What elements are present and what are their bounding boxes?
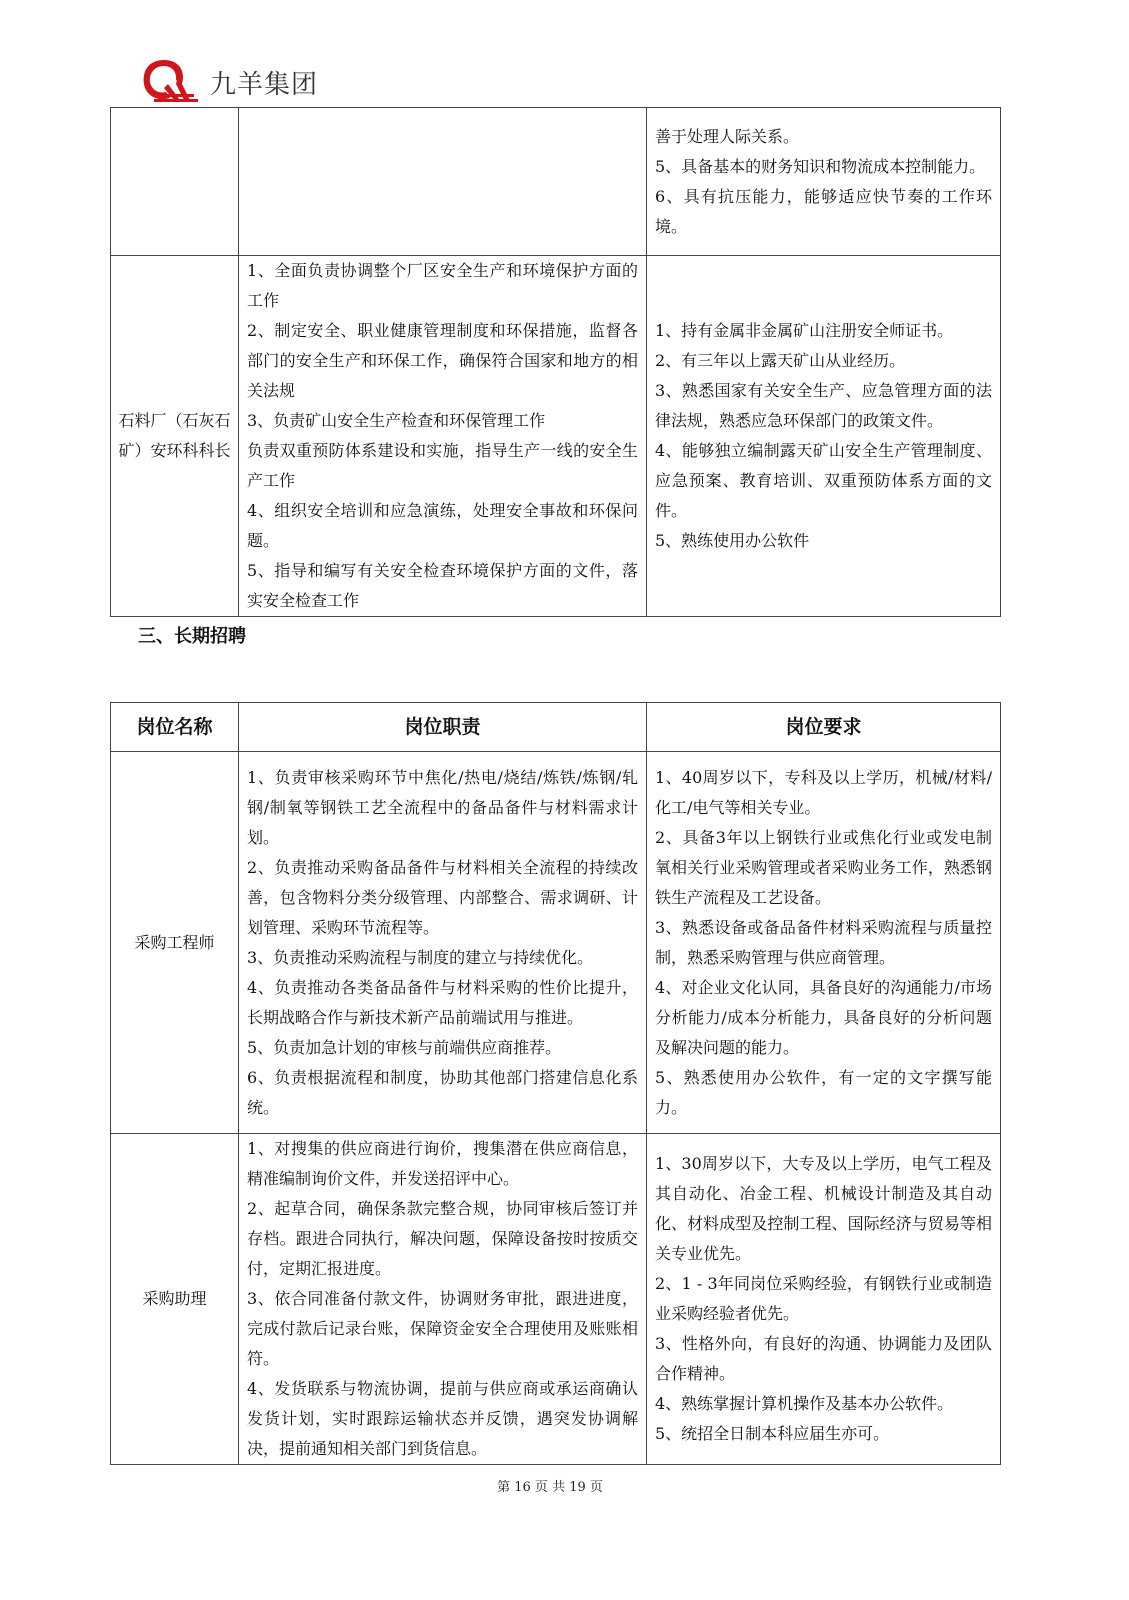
requirement-item: 5、统招全日制本科应届生亦可。 [655, 1424, 890, 1443]
duty-item: 5、指导和编写有关安全检查环境保护方面的文件，落实安全检查工作 [247, 561, 638, 610]
duty-item: 5、负责加急计划的审核与前端供应商推荐。 [247, 1037, 562, 1057]
requirement-item: 3、熟悉国家有关安全生产、应急管理方面的法律法规，熟悉应急环保部门的政策文件。 [655, 381, 992, 430]
requirement-item: 1、持有金属非金属矿山注册安全师证书。 [655, 321, 954, 340]
position-name [111, 108, 239, 256]
jiuyang-logo-icon [138, 54, 210, 104]
requirement-item: 4、熟练掌握计算机操作及基本办公软件。 [655, 1394, 954, 1413]
duty-item: 4、组织安全培训和应急演练，处理安全事故和环保问题。 [247, 501, 638, 550]
requirement-item: 5、熟悉使用办公软件，有一定的文字撰写能力。 [655, 1067, 992, 1117]
duties-cell [239, 256, 647, 617]
requirement-item: 1、40周岁以下，专科及以上学历，机械/材料/化工/电气等相关专业。 [655, 767, 992, 817]
table-row [111, 256, 1001, 617]
duty-item: 3、负责矿山安全生产检查和环保管理工作 [247, 411, 546, 430]
duty-item: 2、负责推动采购备品备件与材料相关全流程的持续改善，包含物料分类分级管理、内部整合、需求调研、计划管理、采购环节流程等。 [247, 857, 638, 937]
requirements-cell [647, 752, 1001, 1134]
requirement-item: 6、具有抗压能力，能够适应快节奏的工作环境。 [655, 186, 992, 236]
duty-item: 2、制定安全、职业健康管理制度和环保措施，监督各部门的安全生产和环保工作，确保符合国家和地方的相关法规 [247, 321, 638, 400]
table-row [111, 752, 1001, 1134]
duty-item: 1、全面负责协调整个厂区安全生产和环境保护方面的工作 [247, 261, 638, 310]
duty-item: 4、发货联系与物流协调，提前与供应商或承运商确认发货计划，实时跟踪运输状态并反馈，遇突发协调解决，提前通知相关部门到货信息。 [247, 1379, 638, 1458]
requirement-item: 5、具备基本的财务知识和物流成本控制能力。 [655, 156, 986, 176]
long-term-positions-table [110, 702, 1001, 1465]
requirements-cell [647, 1134, 1001, 1465]
requirement-item: 2、1 - 3年同岗位采购经验，有钢铁行业或制造业采购经验者优先。 [655, 1274, 992, 1323]
page-footer: 第 16 页 共 19 页 [497, 1480, 603, 1495]
company-name: 九羊集团 [210, 70, 319, 100]
positions-table-continued [110, 107, 1001, 617]
requirement-item: 2、有三年以上露天矿山从业经历。 [655, 351, 906, 370]
requirement-item: 2、具备3年以上钢铁行业或焦化行业或发电制氧相关行业采购管理或者采购业务工作，熟悉钢铁生产流程及工艺设备。 [655, 827, 992, 907]
position-name: 采购助理 [111, 1134, 239, 1465]
column-header-duties: 岗位职责 [239, 703, 647, 752]
requirement-item: 3、熟悉设备或备品备件材料采购流程与质量控制，熟悉采购管理与供应商管理。 [655, 917, 992, 967]
duty-item: 6、负责根据流程和制度，协助其他部门搭建信息化系统。 [247, 1067, 638, 1117]
requirements-cell [647, 108, 1001, 256]
page-header [138, 52, 998, 108]
duty-item: 3、负责推动采购流程与制度的建立与持续优化。 [247, 947, 594, 967]
duty-item: 4、负责推动各类备品备件与材料采购的性价比提升，长期战略合作与新技术新产品前端试用与推进。 [247, 977, 638, 1027]
duties-cell [239, 752, 647, 1134]
position-name: 采购工程师 [111, 752, 239, 1134]
duty-item: 负责双重预防体系建设和实施，指导生产一线的安全生产工作 [247, 441, 638, 490]
column-header-requirements: 岗位要求 [647, 703, 1001, 752]
duty-item: 3、依合同准备付款文件，协调财务审批，跟进进度，完成付款后记录台账，保障资金安全合理使用及账账相符。 [247, 1289, 638, 1368]
requirement-item: 5、熟练使用办公软件 [655, 531, 810, 550]
duty-item: 1、负责审核采购环节中焦化/热电/烧结/炼铁/炼钢/轧钢/制氧等钢铁工艺全流程中的备品备件与材料需求计划。 [247, 767, 638, 847]
duties-cell [239, 1134, 647, 1465]
column-header-position: 岗位名称 [111, 703, 239, 752]
requirement-item: 善于处理人际关系。 [655, 126, 800, 146]
table-row [111, 1134, 1001, 1465]
duty-item: 2、起草合同，确保条款完整合规，协同审核后签订并存档。跟进合同执行，解决问题，保障设备按时按质交付，定期汇报进度。 [247, 1199, 638, 1278]
requirements-cell [647, 256, 1001, 617]
duty-item: 1、对搜集的供应商进行询价，搜集潜在供应商信息，精准编制询价文件，并发送招评中心。 [247, 1139, 638, 1188]
table-header-row [111, 703, 1001, 752]
table-row [111, 108, 1001, 256]
requirement-item: 4、能够独立编制露天矿山安全生产管理制度、应急预案、教育培训、双重预防体系方面的文件。 [655, 441, 992, 520]
requirement-item: 3、性格外向，有良好的沟通、协调能力及团队合作精神。 [655, 1334, 992, 1383]
requirement-item: 1、30周岁以下，大专及以上学历，电气工程及其自动化、冶金工程、机械设计制造及其自动化、材料成型及控制工程、国际经济与贸易等相关专业优先。 [655, 1154, 992, 1263]
duties-cell [239, 108, 647, 256]
requirement-item: 4、对企业文化认同，具备良好的沟通能力/市场分析能力/成本分析能力，具备良好的分析问题及解决问题的能力。 [655, 977, 992, 1057]
position-name: 石料厂（石灰石矿）安环科科长 [111, 256, 239, 617]
section-title: 三、长期招聘 [138, 626, 246, 647]
